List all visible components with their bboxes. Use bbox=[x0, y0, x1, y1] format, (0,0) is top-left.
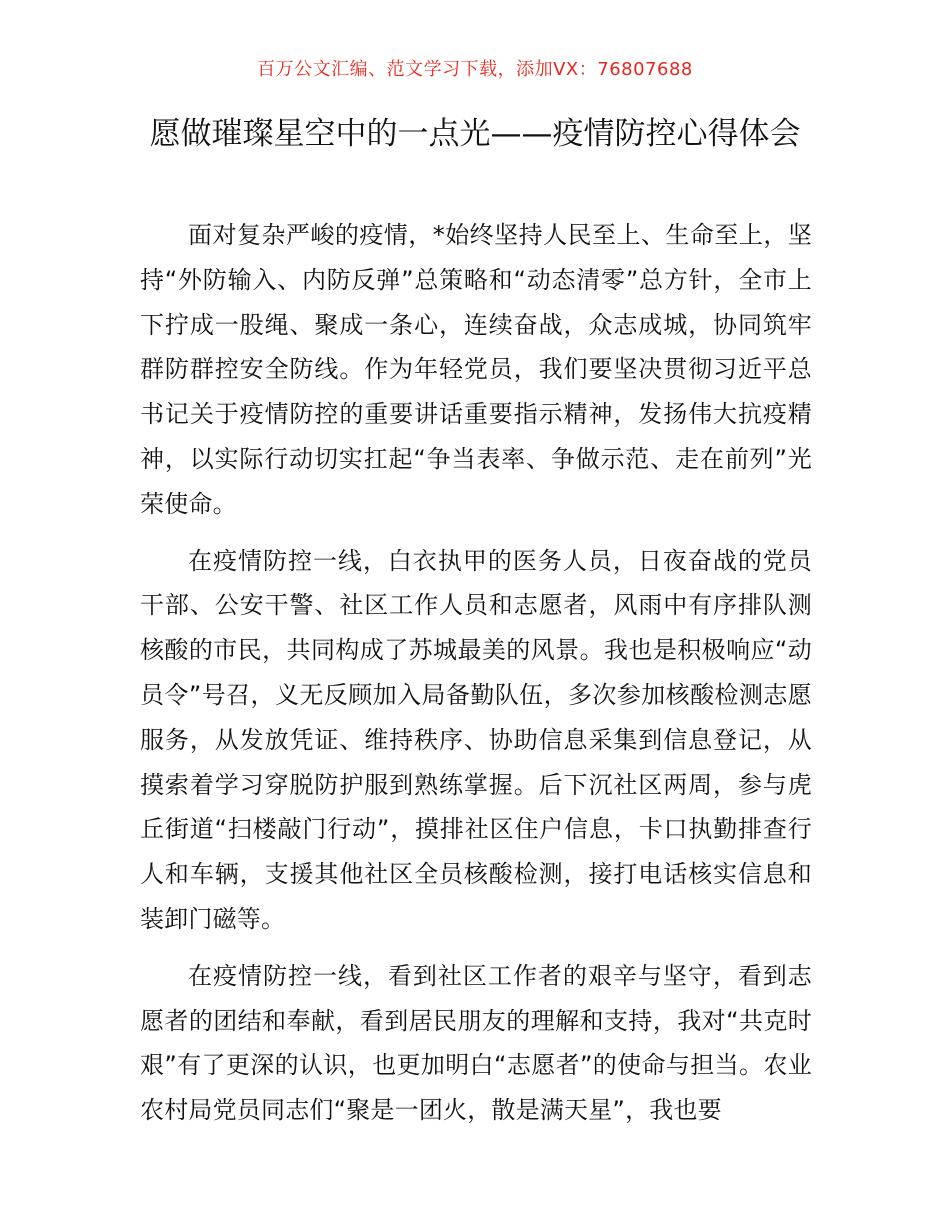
paragraph-1: 面对复杂严峻的疫情，*始终坚持人民至上、生命至上，坚持“外防输入、内防反弹”总策略和“动态清零”总方针，全市上下拧成一股绳、聚成一条心，连续奋战，众志成城，协同筑牢群防群控安全防线。作为年轻党员，我们要坚决贯彻习近平总书记关于疫情防控的重要讲话重要指示精神，发扬伟大抗疫精神，以实际行动切实扛起“争当表率、争做示范、走在前列”光荣使命。 bbox=[140, 221, 812, 518]
paragraph-3: 在疫情防控一线，看到社区工作者的艰辛与坚守，看到志愿者的团结和奉献，看到居民朋友的理解和支持，我对“共克时艰”有了更深的认识，也更加明白“志愿者”的使命与担当。农业农村局党员同志们“聚是一团火，散是满天星”，我也要 bbox=[140, 961, 812, 1125]
document-title: 愿做璀璨星空中的一点光——疫情防控心得体会 bbox=[149, 116, 801, 152]
paragraph-2: 在疫情防控一线，白衣执甲的医务人员，日夜奋战的党员干部、公安干警、社区工作人员和志愿者，风雨中有序排队测核酸的市民，共同构成了苏城最美的风景。我也是积极响应“动员令”号召，义无反顾加入局备勤队伍，多次参加核酸检测志愿服务，从发放凭证、维持秩序、协助信息采集到信息登记，从摸索着学习穿脱防护服到熟练掌握。后下沉社区两周，参与虎丘街道“扫楼敲门行动”，摸排社区住户信息，卡口执勤排查行人和车辆，支援其他社区全员核酸检测，接打电话核实信息和装卸门磁等。 bbox=[140, 546, 812, 933]
promo-banner: 百万公文汇编、范文学习下载，添加VX：76807688 bbox=[257, 59, 693, 80]
document-body bbox=[140, 213, 812, 1145]
